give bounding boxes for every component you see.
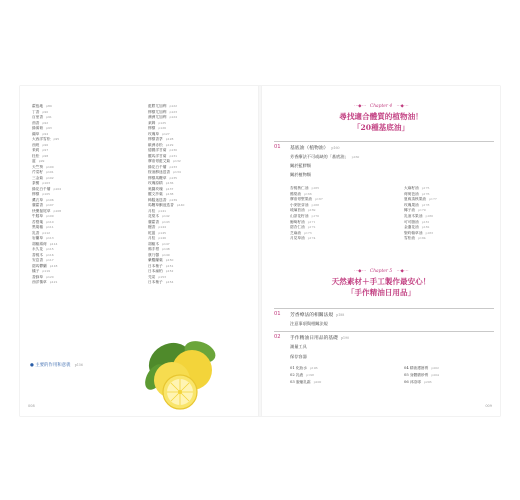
- entry-page: p151: [165, 263, 174, 268]
- entry-page: p175: [421, 186, 430, 190]
- entry-name: 杜松: [32, 153, 40, 158]
- entry-name: 牛膝草: [32, 214, 44, 218]
- entry-name: 芫荽: [148, 274, 156, 279]
- sub-entry[interactable]: 芳香療法不可或缺的「基底油」 p160: [290, 154, 360, 159]
- entry-name: 天竺葵: [32, 164, 44, 169]
- entry-page: p113: [46, 236, 54, 240]
- entry-name: 桉油醇迷迭香: [148, 170, 171, 174]
- entry-page: p120: [46, 274, 54, 279]
- ornament-icon: ⋯◆⋯: [353, 269, 366, 274]
- entry-name: 金盞花油: [404, 225, 419, 230]
- page-number-left: 008: [28, 404, 35, 408]
- bullet-icon: ●: [30, 363, 34, 368]
- index-entry[interactable]: [32, 280, 61, 286]
- entry-page: p128: [165, 137, 174, 141]
- entry-page: p138: [165, 192, 174, 196]
- entry-page: p154: [165, 280, 174, 284]
- entry-page: p114: [49, 241, 58, 246]
- entry-name: 玫瑰果油: [404, 202, 419, 207]
- entry-name: 綠薄荷: [32, 126, 44, 130]
- entry-name: 椰子油: [404, 208, 416, 213]
- entry-name: 廣藿香: [32, 203, 44, 207]
- entry-page: p165: [311, 186, 320, 190]
- entry-name: 玫瑰原精: [148, 181, 163, 185]
- entry-page: p131: [169, 153, 178, 158]
- entry-page: p171: [307, 219, 316, 224]
- chapter5-title-line1: 天然素材＋手工製作最安心！: [331, 277, 431, 286]
- entry-name: 綠花白千層: [148, 164, 167, 169]
- entry-page: p184: [418, 236, 426, 241]
- entry-page: p174: [307, 236, 316, 241]
- oil-list-2: [404, 186, 437, 242]
- entry-name: 檸檬香茅: [148, 137, 163, 141]
- entry-name: 苦橙葉: [32, 219, 44, 224]
- entry-page: p145: [158, 230, 167, 235]
- entry-page: p153: [158, 274, 167, 279]
- entry-page: p93: [46, 126, 52, 130]
- entry-name: 檸檬馬鞭草: [148, 175, 167, 180]
- entry-name: 薰衣草: [32, 197, 44, 202]
- entry-page: p130: [169, 148, 178, 152]
- entry-page: p115: [46, 247, 54, 251]
- entry-page: p169: [307, 208, 316, 213]
- entry-name: 紫羅蘭葉: [148, 258, 163, 262]
- main-use-entry[interactable]: [30, 362, 83, 368]
- book-spread: [20, 86, 500, 416]
- entry-name: 摩洛哥藍艾菊: [148, 159, 171, 163]
- entry-page: p129: [165, 142, 174, 147]
- entry-name: 花梨木: [148, 214, 160, 218]
- entry-page: p143: [162, 219, 170, 224]
- entry-name: 薑: [32, 159, 36, 163]
- recipe-entry[interactable]: 05 身體磨砂膏 p204: [404, 373, 439, 377]
- entry-page: p92: [42, 120, 49, 125]
- entry-name: 芹菜籽: [32, 170, 44, 174]
- entry-page: p116: [46, 252, 54, 257]
- entry-page: p141: [158, 208, 167, 213]
- entry-name: 檸檬: [148, 126, 156, 130]
- entry-page: p125: [158, 120, 167, 125]
- ornament-icon: ⋯◆⋯: [396, 104, 409, 109]
- entry-page: p167: [315, 197, 323, 202]
- entry-page: p119: [42, 269, 51, 273]
- entry-name: 香蜂草: [32, 274, 44, 279]
- entry-name: 快樂鼠尾草: [32, 208, 51, 213]
- entry-name: 藿苞地: [32, 104, 44, 108]
- section-title[interactable]: 手作精油日用品的基礎 p190: [290, 336, 350, 341]
- section-number: 01: [274, 144, 281, 150]
- sub-entry[interactable]: 關於藍膠類: [290, 163, 311, 168]
- entry-page: p152: [165, 269, 174, 273]
- sub-entry[interactable]: 關於植物類: [290, 172, 311, 177]
- entry-page: p183: [425, 230, 434, 235]
- entry-name: 日本柚子: [148, 280, 163, 284]
- entry-name: 玫瑰草: [148, 131, 160, 136]
- entry-page: p105: [42, 192, 51, 196]
- entry-page: p168: [311, 202, 320, 207]
- entry-page: p181: [421, 219, 430, 224]
- entry-name: 可可脂油: [404, 219, 419, 224]
- entry-page: p172: [307, 225, 316, 230]
- entry-name: 羅馬洋甘菊: [148, 153, 167, 158]
- entry-page: p109: [46, 214, 54, 218]
- entry-page: p102: [46, 175, 54, 180]
- entry-name: 乾薑: [148, 230, 156, 235]
- recipe-entry[interactable]: 02 乳液 p198: [290, 373, 314, 377]
- entry-page: p112: [42, 230, 51, 235]
- entry-name: 岩蘭草: [32, 236, 44, 240]
- entry-name: 夏威夷核果油: [404, 197, 427, 202]
- entry-name: 佛手柑: [148, 247, 160, 251]
- entry-page: p177: [429, 197, 437, 202]
- entry-page: p117: [46, 258, 54, 262]
- entry-name: 香桃木: [32, 252, 44, 257]
- sub-entry[interactable]: 測量工具: [290, 344, 307, 349]
- entry-name: 甜馬鬱蘭: [32, 263, 47, 268]
- entry-page: p144: [158, 225, 167, 229]
- right-page: [262, 86, 500, 416]
- entry-page: p127: [162, 131, 170, 136]
- entry-page: p101: [46, 170, 54, 174]
- entry-page: p97: [42, 148, 49, 152]
- entry-name: 檀香: [148, 225, 156, 229]
- entry-page: p104: [53, 186, 62, 191]
- entry-page: p90: [42, 109, 49, 114]
- entry-name: 纈草: [32, 131, 40, 136]
- entry-name: 葡萄籽油: [290, 219, 305, 224]
- entry-page: p178: [421, 202, 430, 207]
- section-number: 01: [274, 311, 281, 317]
- entry-name: 澳洲尤加利: [148, 115, 167, 119]
- entry-page: p132: [173, 159, 181, 163]
- entry-page: p121: [49, 280, 58, 284]
- entry-name: 歐洲赤松: [148, 142, 163, 147]
- entry-page: p179: [418, 208, 426, 213]
- entry-name: 月桂: [148, 208, 156, 213]
- entry-page: p108: [53, 208, 62, 213]
- entry-page: p110: [46, 219, 54, 224]
- entry-page: p180: [425, 213, 434, 218]
- entry-page: p148: [162, 247, 170, 251]
- entry-name: 檸檬: [32, 192, 40, 196]
- main-use-page: p156: [74, 363, 83, 367]
- entry-name: 乳油木果油: [404, 213, 423, 218]
- entry-page: p118: [49, 263, 58, 268]
- entry-name: 聖約翰草油: [404, 230, 423, 235]
- divider: [274, 141, 494, 142]
- divider: [274, 308, 494, 309]
- chapter4-title-line2: 「20種基底油」: [352, 123, 410, 132]
- entry-name: 琉璃苣油: [290, 208, 305, 213]
- entry-name: 日本扁柏: [148, 269, 163, 273]
- entry-name: 酪梨油: [290, 191, 302, 196]
- entry-page: p166: [304, 191, 312, 196]
- chapter5-title-line2: 「手作精油日用品」: [346, 288, 416, 297]
- ornament-icon: ⋯◆⋯: [396, 269, 409, 274]
- entry-name: 雪松油: [404, 236, 416, 241]
- entry-page: p137: [165, 186, 174, 191]
- entry-name: 月桂: [148, 236, 156, 240]
- index-entry[interactable]: [404, 236, 437, 242]
- entry-name: 三金菊: [32, 175, 44, 180]
- entry-page: p106: [46, 197, 54, 202]
- entry-name: 康乃馨: [148, 252, 160, 257]
- entry-page: p95: [53, 137, 60, 141]
- entry-name: 杏桃核仁油: [290, 186, 309, 190]
- entry-page: p133: [169, 164, 178, 169]
- entry-page: p126: [158, 126, 167, 130]
- entry-page: p147: [162, 241, 170, 246]
- entry-name: 藍膠尤加利: [148, 104, 167, 108]
- entry-name: 小麥胚芽油: [290, 202, 309, 207]
- entry-name: 日本柚子: [148, 263, 163, 268]
- entry-page: p122: [169, 104, 178, 108]
- entry-page: p140: [176, 203, 185, 207]
- entry-name: 西班: [32, 142, 40, 147]
- entry-page: p123: [169, 109, 178, 114]
- entry-page: p170: [311, 213, 320, 218]
- entry-name: 德國洋甘菊: [148, 148, 167, 152]
- entry-page: p103: [42, 181, 51, 185]
- entry-name: 百里香: [32, 115, 44, 119]
- entry-page: p149: [162, 252, 170, 257]
- entry-page: p135: [169, 175, 178, 180]
- entry-name: 大麻籽油: [404, 186, 419, 190]
- section-number: 02: [274, 334, 281, 340]
- entry-page: p111: [46, 225, 54, 229]
- sub-entry[interactable]: 保存容器: [290, 354, 307, 359]
- entry-name: 安息香: [32, 258, 44, 262]
- entry-page: p139: [169, 197, 178, 202]
- recipe-entry[interactable]: 04 精油護唇膏 p202: [404, 366, 439, 370]
- divider: [274, 331, 494, 332]
- entry-page: p146: [158, 236, 167, 240]
- main-use-label: 主要的作用和意義: [35, 363, 71, 368]
- entry-name: 山茶花籽油: [290, 213, 309, 218]
- entry-page: p98: [42, 153, 49, 158]
- sub-entry[interactable]: 注意事項與相關法規: [290, 321, 328, 326]
- entry-page: p99: [38, 159, 45, 163]
- left-page: [20, 86, 258, 416]
- entry-page: p182: [421, 225, 430, 230]
- entry-name: 廣藿香: [148, 219, 160, 224]
- entry-name: 荷荷芭油: [404, 191, 419, 196]
- entry-name: 奧圖玫瑰: [148, 186, 163, 191]
- index-entry[interactable]: [148, 280, 184, 286]
- entry-name: 芝麻油: [290, 230, 302, 235]
- entry-name: 橘子: [32, 269, 40, 273]
- entry-page: p150: [165, 258, 174, 262]
- entry-name: 茉莉: [32, 148, 40, 152]
- entry-name: 檸檬尤加利: [148, 109, 167, 114]
- entry-name: 綠花白千層: [32, 186, 51, 191]
- entry-name: 樟腦迷迭香: [148, 197, 167, 202]
- entry-name: 乳香: [32, 230, 40, 235]
- page-number-right: 009: [485, 404, 492, 408]
- entry-name: 馬鞭草酮迷迭香: [148, 203, 174, 207]
- entry-page: p134: [173, 170, 181, 174]
- entry-name: 月見草油: [290, 236, 305, 241]
- entry-name: 茴香: [32, 120, 40, 125]
- entry-name: 茶樹: [32, 181, 40, 185]
- chapter5-label: ⋯◆⋯ Chapter 5 ⋯◆⋯: [353, 269, 409, 274]
- recipe-entry[interactable]: 01 化妝水 p196: [290, 366, 318, 370]
- recipe-entry[interactable]: 03 蜜蠟乳霜 p200: [290, 380, 322, 384]
- entry-name: 大西洋雪松: [32, 137, 51, 141]
- entry-name: 永久花: [32, 247, 44, 251]
- entry-page: p89: [46, 104, 52, 108]
- section-title[interactable]: 芳香療法的相關法規 p188: [290, 313, 345, 318]
- entry-page: p94: [42, 131, 49, 136]
- entry-page: p142: [162, 214, 170, 218]
- entry-name: 西洋蓍草: [32, 280, 47, 284]
- entry-name: 丁香: [32, 109, 40, 114]
- index-column-1: [32, 104, 61, 286]
- entry-name: 摩洛哥堅果油: [290, 197, 313, 202]
- entry-name: 羅文莎葉: [148, 192, 163, 196]
- index-entry[interactable]: [290, 236, 323, 242]
- entry-page: p107: [46, 203, 54, 207]
- lemon-illustration: [130, 322, 230, 412]
- entry-name: 甜杏仁油: [290, 225, 305, 230]
- oil-list-1: [290, 186, 323, 242]
- entry-name: 萊姆: [148, 120, 156, 125]
- entry-name: 胡椒木: [148, 241, 160, 246]
- index-column-2: [148, 104, 184, 286]
- entry-page: p176: [421, 191, 430, 196]
- chapter4-label: ⋯◆⋯ Chapter 4 ⋯◆⋯: [353, 104, 409, 109]
- entry-page: p91: [46, 115, 52, 119]
- chapter4-title-line1: 尋找適合體質的植物油！: [339, 112, 423, 121]
- entry-name: 黑胡椒: [32, 225, 44, 229]
- recipe-entry[interactable]: 06 沐浴球 p206: [404, 380, 432, 384]
- section-title[interactable]: 基底油（植物油） p160: [290, 146, 340, 151]
- entry-page: p100: [46, 164, 54, 169]
- ornament-icon: ⋯◆⋯: [353, 104, 366, 109]
- entry-page: p124: [169, 115, 178, 119]
- entry-name: 胡椒薄荷: [32, 241, 47, 246]
- entry-page: p136: [165, 181, 174, 185]
- entry-page: p173: [304, 230, 312, 235]
- entry-page: p96: [42, 142, 49, 147]
